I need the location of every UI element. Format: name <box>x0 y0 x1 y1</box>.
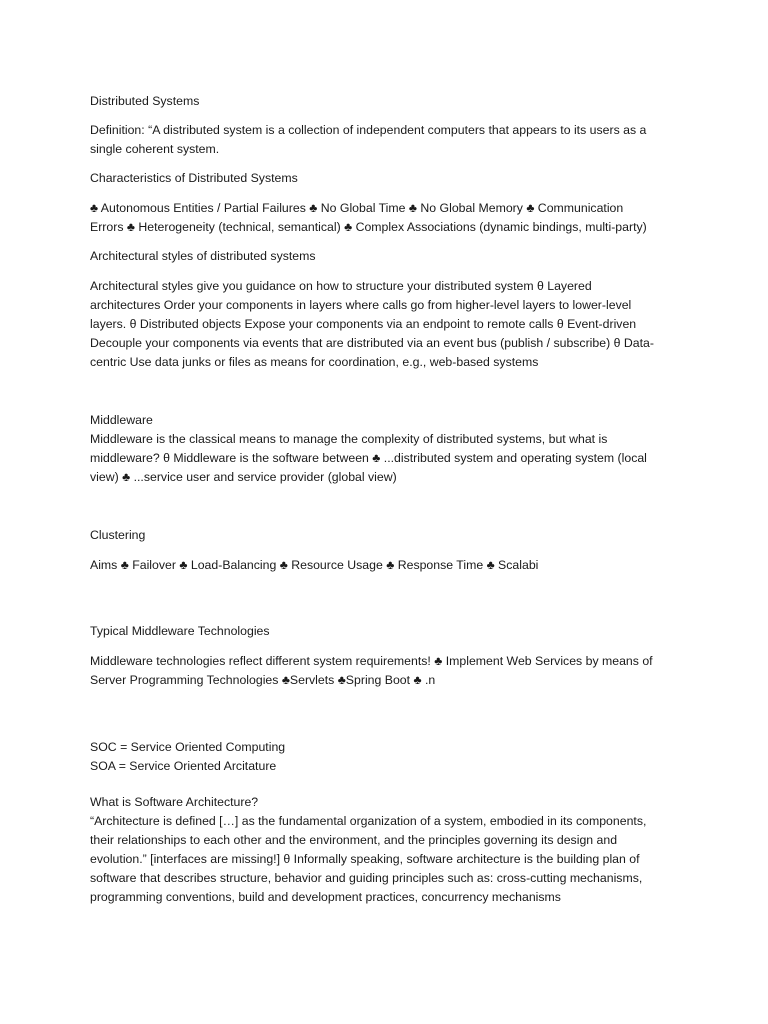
software-architecture-line-2: their relationships to each other and the environment, and the principles governing its design and <box>90 833 618 847</box>
heading-architectural-styles: Architectural styles of distributed systems <box>90 249 316 263</box>
soc-definition: SOC = Service Oriented Computing <box>90 740 286 754</box>
middleware-line-2: middleware? θ Middleware is the software between ♣ ...distributed system and operating system (local <box>90 451 647 465</box>
heading-middleware-technologies: Typical Middleware Technologies <box>90 624 270 638</box>
characteristics-line-1: ♣ Autonomous Entities / Partial Failures ♣ No Global Time ♣ No Global Memory ♣ Communication <box>90 201 624 215</box>
definition-line-2: single coherent system. <box>90 142 220 156</box>
middleware-line-1: Middleware is the classical means to manage the complexity of distributed systems, but what is <box>90 432 608 446</box>
software-architecture-line-4: software that describes structure, behavior and guiding principles such as: cross-cutting mechanisms, <box>90 871 643 885</box>
software-architecture-line-3: evolution.” [interfaces are missing!] θ Informally speaking, software architecture is the building plan of <box>90 852 640 866</box>
definition-line-1: Definition: “A distributed system is a collection of independent computers that appears to its users as a <box>90 123 647 137</box>
clustering-aims-line: Aims ♣ Failover ♣ Load-Balancing ♣ Resource Usage ♣ Response Time ♣ Scalabi <box>90 558 539 572</box>
heading-middleware: Middleware <box>90 413 153 427</box>
architectural-styles-line-2: architectures Order your components in layers where calls go from higher-level layers to lower-level <box>90 298 632 312</box>
middleware-technologies-line-1: Middleware technologies reflect different system requirements! ♣ Implement Web Services by means of <box>90 654 653 668</box>
heading-distributed-systems: Distributed Systems <box>90 94 200 108</box>
software-architecture-line-1: “Architecture is defined […] as the fundamental organization of a system, embodied in its components, <box>90 814 647 828</box>
middleware-technologies-line-2: Server Programming Technologies ♣Servlets ♣Spring Boot ♣ .n <box>90 673 436 687</box>
heading-clustering: Clustering <box>90 528 146 542</box>
soa-definition: SOA = Service Oriented Arcitature <box>90 759 277 773</box>
architectural-styles-line-5: centric Use data junks or files as means for coordination, e.g., web-based systems <box>90 355 539 369</box>
characteristics-line-2: Errors ♣ Heterogeneity (technical, semantical) ♣ Complex Associations (dynamic bindings, multi-party) <box>90 220 647 234</box>
heading-characteristics: Characteristics of Distributed Systems <box>90 171 298 185</box>
middleware-line-3: view) ♣ ...service user and service provider (global view) <box>90 470 397 484</box>
architectural-styles-line-4: Decouple your components via events that are distributed via an event bus (publish / subscribe) θ Data- <box>90 336 654 350</box>
architectural-styles-line-3: layers. θ Distributed objects Expose your components via an endpoint to remote calls θ Event-driven <box>90 317 637 331</box>
software-architecture-line-5: programming conventions, build and development practices, concurrency mechanisms <box>90 890 561 904</box>
architectural-styles-line-1: Architectural styles give you guidance on how to structure your distributed system θ Layered <box>90 279 592 293</box>
heading-software-architecture: What is Software Architecture? <box>90 795 259 809</box>
